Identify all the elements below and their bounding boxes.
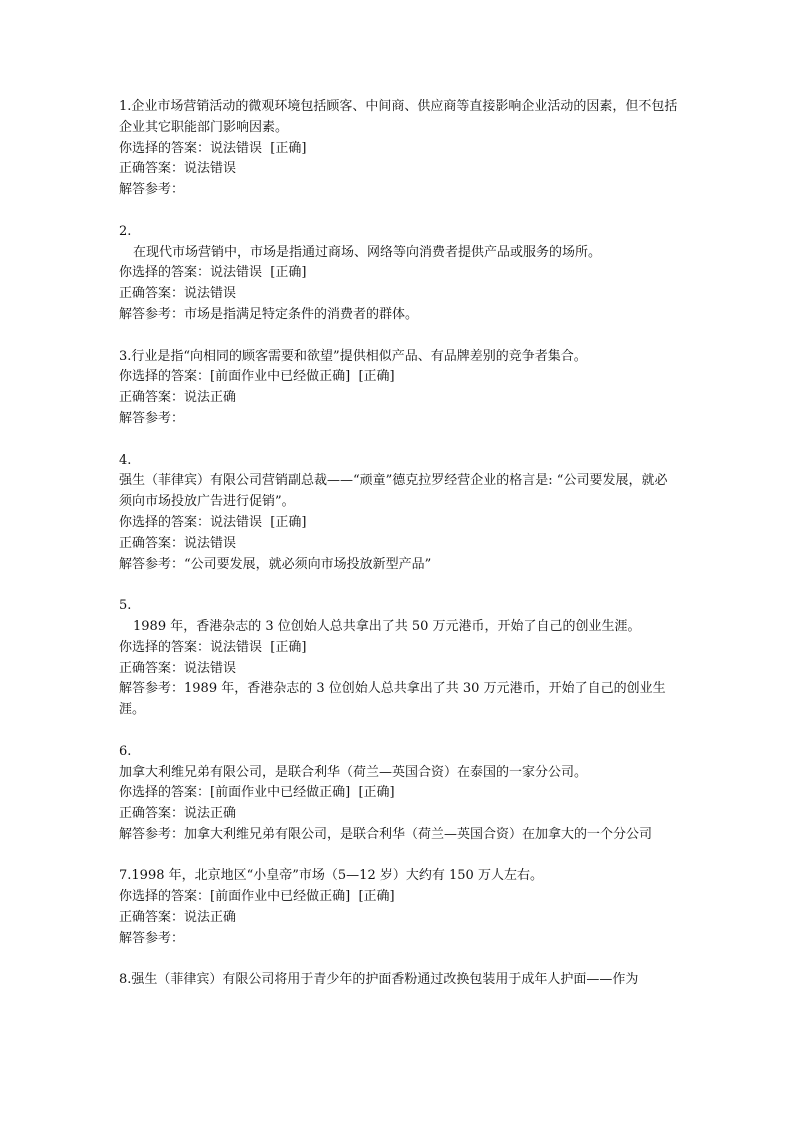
- correct-answer-line: [119, 659, 679, 680]
- explanation-line: [119, 180, 679, 201]
- question-3: [119, 347, 679, 430]
- document-body: [119, 97, 679, 991]
- explanation-label: 解答参考：: [119, 182, 185, 198]
- your-answer-line: [119, 783, 679, 804]
- correct-answer-label: 正确答案：: [119, 390, 185, 406]
- answer-mark: [正确]: [270, 514, 307, 530]
- explanation-text: 市场是指满足特定条件的消费者的群体。: [184, 306, 419, 322]
- answer-mark: [正确]: [358, 369, 395, 385]
- correct-answer-line: [119, 159, 679, 180]
- question-stem: [119, 97, 679, 139]
- your-answer-line: [119, 638, 679, 659]
- correct-answer-value: 说法错误: [184, 535, 237, 551]
- question-number: 6.: [119, 743, 132, 759]
- explanation-text: “公司要发展，就必须向市场投放新型产品”: [184, 556, 432, 572]
- your-answer-label: 你选择的答案：: [119, 785, 211, 801]
- spacer: [119, 575, 679, 596]
- correct-answer-label: 正确答案：: [119, 806, 185, 822]
- correct-answer-value: 说法错误: [184, 161, 237, 177]
- your-answer-label: 你选择的答案：: [119, 514, 211, 530]
- question-7: [119, 866, 679, 949]
- explanation-line: [119, 825, 679, 846]
- question-number: 1.: [119, 99, 132, 114]
- correct-answer-line: [119, 908, 679, 929]
- question-4: [119, 451, 679, 576]
- question-text: 企业市场营销活动的微观环境包括顾客、中间商、供应商等直接影响企业活动的因素，但不包括企业其它职能部门影响因素。: [119, 99, 678, 135]
- your-answer-line: [119, 263, 679, 284]
- question-text: 在现代市场营销中，市场是指通过商场、网络等向消费者提供产品或服务的场所。: [133, 244, 602, 260]
- explanation-line: [119, 305, 679, 326]
- answer-mark: [正确]: [270, 140, 307, 156]
- correct-answer-label: 正确答案：: [119, 286, 185, 302]
- correct-answer-line: [119, 804, 679, 825]
- your-answer-value: 说法错误: [210, 140, 263, 156]
- explanation-line: [119, 555, 679, 576]
- explanation-text: 加拿大利维兄弟有限公司，是联合利华（荷兰—英国合资）在加拿大的一个分公司: [184, 826, 653, 842]
- explanation-line: [119, 679, 679, 721]
- question-text: 1998 年，北京地区“小皇帝”市场（5—12 岁）大约有 150 万人左右。: [131, 868, 543, 884]
- question-2: [119, 222, 679, 326]
- your-answer-line: [119, 513, 679, 534]
- your-answer-line: [119, 367, 679, 388]
- correct-answer-value: 说法正确: [184, 910, 237, 926]
- spacer: [119, 950, 679, 971]
- question-number: 7.: [119, 868, 132, 884]
- your-answer-value: [前面作业中已经做正确]: [210, 889, 351, 905]
- question-8: [119, 970, 679, 991]
- your-answer-value: [前面作业中已经做正确]: [210, 369, 351, 385]
- your-answer-label: 你选择的答案：: [119, 140, 211, 156]
- answer-mark: [正确]: [270, 639, 307, 655]
- spacer: [119, 430, 679, 451]
- question-number: 5.: [119, 598, 132, 614]
- correct-answer-value: 说法正确: [184, 806, 237, 822]
- correct-answer-label: 正确答案：: [119, 910, 185, 926]
- correct-answer-label: 正确答案：: [119, 535, 185, 551]
- question-stem: [119, 347, 679, 368]
- explanation-label: 解答参考：: [119, 681, 185, 697]
- question-1: [119, 97, 679, 201]
- your-answer-line: [119, 887, 679, 908]
- explanation-label: 解答参考：: [119, 306, 185, 322]
- answer-mark: [正确]: [358, 889, 395, 905]
- your-answer-line: [119, 139, 679, 160]
- answer-mark: [正确]: [270, 265, 307, 281]
- question-text: 加拿大利维兄弟有限公司，是联合利华（荷兰—英国合资）在泰国的一家分公司。: [119, 764, 588, 780]
- question-number: 2.: [119, 223, 132, 239]
- question-text: 强生（菲律宾）有限公司将用于青少年的护面香粉通过改换包装用于成年人护面——作为: [131, 972, 639, 988]
- spacer: [119, 326, 679, 347]
- correct-answer-value: 说法错误: [184, 286, 237, 302]
- correct-answer-label: 正确答案：: [119, 161, 185, 177]
- question-number: 4.: [119, 452, 132, 468]
- your-answer-label: 你选择的答案：: [119, 369, 211, 385]
- your-answer-label: 你选择的答案：: [119, 889, 211, 905]
- question-text: 行业是指“向相同的顾客需要和欲望”提供相似产品、有品牌差别的竞争者集合。: [131, 348, 587, 364]
- spacer: [119, 846, 679, 867]
- explanation-line: [119, 409, 679, 430]
- your-answer-label: 你选择的答案：: [119, 639, 211, 655]
- explanation-label: 解答参考：: [119, 826, 185, 842]
- correct-answer-value: 说法正确: [184, 390, 237, 406]
- correct-answer-label: 正确答案：: [119, 660, 185, 676]
- question-number: 8.: [119, 972, 132, 988]
- correct-answer-value: 说法错误: [184, 660, 237, 676]
- explanation-label: 解答参考：: [119, 410, 185, 426]
- your-answer-value: 说法错误: [210, 265, 263, 281]
- question-number: 3.: [119, 348, 132, 364]
- question-stem: [119, 866, 679, 887]
- explanation-label: 解答参考：: [119, 930, 185, 946]
- question-5: [119, 596, 679, 721]
- correct-answer-line: [119, 534, 679, 555]
- spacer: [119, 721, 679, 742]
- explanation-label: 解答参考：: [119, 556, 185, 572]
- explanation-text: 1989 年，香港杂志的 3 位创始人总共拿出了共 30 万元港币，开始了自己的创业生涯。: [119, 681, 666, 718]
- your-answer-value: [前面作业中已经做正确]: [210, 785, 351, 801]
- question-stem: [119, 970, 679, 991]
- answer-mark: [正确]: [358, 785, 395, 801]
- question-text: 强生（菲律宾）有限公司营销副总裁——“顽童”德克拉罗经营企业的格言是: “公司要发展，就必须向市场投放广告进行促销”。: [119, 473, 668, 510]
- spacer: [119, 201, 679, 222]
- your-answer-value: 说法错误: [210, 639, 263, 655]
- correct-answer-line: [119, 284, 679, 305]
- explanation-line: [119, 929, 679, 950]
- your-answer-value: 说法错误: [210, 514, 263, 530]
- correct-answer-line: [119, 388, 679, 409]
- question-text: 1989 年，香港杂志的 3 位创始人总共拿出了共 50 万元港币，开始了自己的创业生涯。: [133, 618, 641, 634]
- question-6: [119, 742, 679, 846]
- your-answer-label: 你选择的答案：: [119, 265, 211, 281]
